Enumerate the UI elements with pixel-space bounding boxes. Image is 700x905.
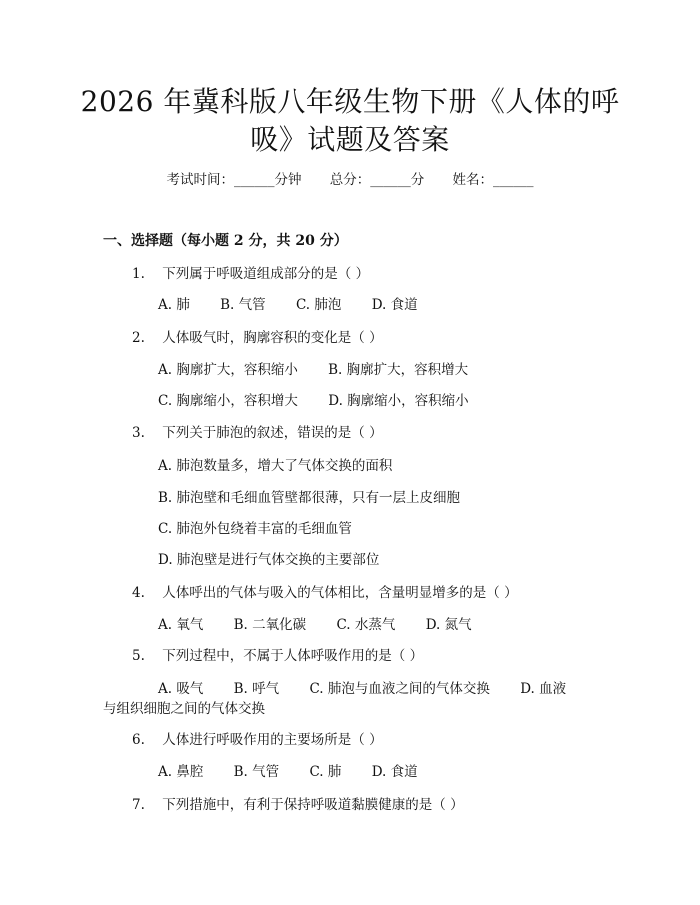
- option-c: C. 肺泡外包绕着丰富的毛细血管: [158, 521, 352, 537]
- option-a: A. 吸气: [158, 681, 204, 697]
- option-d: D. 肺泡壁是进行气体交换的主要部位: [158, 552, 380, 568]
- question-4: [132, 581, 518, 601]
- option-b: B. 气管: [233, 764, 280, 780]
- option-a: A. 氧气: [158, 617, 204, 633]
- option-d: D. 食道: [371, 297, 418, 313]
- question-text: 人体吸气时，胸廓容积的变化是（ ）: [162, 330, 383, 346]
- student-name-field: 姓名：______: [452, 172, 534, 188]
- question-5: [132, 644, 423, 664]
- question-2-options-row-2: [158, 389, 469, 409]
- question-text: 下列属于呼吸道组成部分的是（ ）: [162, 266, 370, 282]
- option-a: A. 胸廓扩大，容积缩小: [158, 362, 298, 378]
- option-c: C. 肺泡: [295, 297, 342, 313]
- question-6: [132, 728, 383, 748]
- option-a: A. 鼻腔: [158, 764, 204, 780]
- question-number: 7.: [132, 797, 145, 813]
- exam-meta: [0, 168, 700, 188]
- question-6-options: [158, 760, 418, 780]
- question-number: 5.: [132, 648, 145, 664]
- option-c: C. 胸廓缩小，容积增大: [158, 393, 298, 409]
- option-c: C. 肺: [309, 764, 342, 780]
- option-b: B. 气管: [220, 297, 266, 313]
- total-score-field: 总分：______分: [329, 172, 425, 188]
- question-7: [132, 793, 464, 813]
- question-number: 2.: [132, 330, 145, 346]
- option-d: D. 血液: [520, 681, 567, 697]
- question-2: [132, 326, 383, 346]
- option-d: D. 胸廓缩小，容积缩小: [328, 393, 469, 409]
- question-3: [132, 421, 383, 441]
- option-a: A. 肺: [158, 297, 190, 313]
- question-number: 4.: [132, 585, 145, 601]
- question-2-options-row-1: [158, 358, 468, 378]
- exam-time-field: 考试时间：______分钟: [166, 172, 302, 188]
- question-number: 6.: [132, 732, 145, 748]
- option-c: C. 肺泡与血液之间的气体交换: [309, 681, 490, 697]
- question-1-options: [158, 293, 418, 313]
- option-a: A. 肺泡数量多，增大了气体交换的面积: [158, 458, 393, 474]
- title-line-2: 吸》试题及答案: [250, 123, 450, 156]
- question-4-options: [158, 613, 472, 633]
- question-number: 1.: [132, 266, 145, 282]
- question-text: 人体进行呼吸作用的主要场所是（ ）: [162, 732, 383, 748]
- question-text: 下列过程中，不属于人体呼吸作用的是（ ）: [162, 648, 424, 664]
- question-text: 下列措施中，有利于保持呼吸道黏膜健康的是（ ）: [162, 797, 464, 813]
- option-c: C. 水蒸气: [336, 617, 396, 633]
- option-b: B. 肺泡壁和毛细血管壁都很薄，只有一层上皮细胞: [158, 490, 461, 506]
- question-number: 3.: [132, 425, 145, 441]
- option-d-continuation: 与组织细胞之间的气体交换: [103, 701, 265, 717]
- question-1: [132, 262, 369, 282]
- question-5-options: [158, 677, 566, 697]
- option-b: B. 呼气: [233, 681, 280, 697]
- option-d: D. 食道: [371, 764, 418, 780]
- question-text: 下列关于肺泡的叙述，错误的是（ ）: [162, 425, 383, 441]
- question-text: 人体呼出的气体与吸入的气体相比，含量明显增多的是（ ）: [162, 585, 518, 601]
- section-heading-choice: 一、选择题（每小题 2 分，共 20 分）: [103, 233, 348, 249]
- document-title: [0, 83, 700, 159]
- title-line-1: 2026 年冀科版八年级生物下册《人体的呼: [80, 85, 620, 118]
- option-b: B. 二氧化碳: [233, 617, 307, 633]
- option-b: B. 胸廓扩大，容积增大: [328, 362, 469, 378]
- option-d: D. 氮气: [425, 617, 472, 633]
